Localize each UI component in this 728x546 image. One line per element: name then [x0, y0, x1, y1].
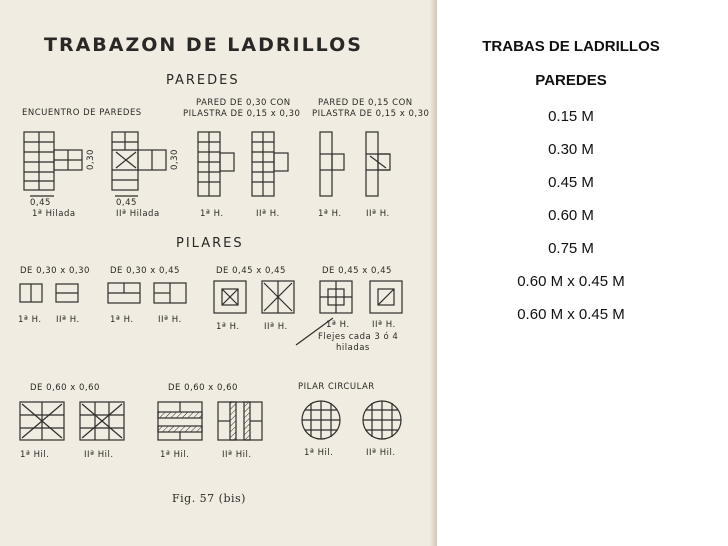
drawing-encuentro-2: [112, 132, 166, 196]
flejes-line1: Flejes cada 3 ó 4: [318, 332, 399, 342]
legend-item-6: 0.60 M x 0.45 M: [517, 306, 625, 323]
dim-030-a: 0,30: [86, 149, 96, 170]
dim-045-a: 0,45: [30, 198, 51, 208]
pil-030x045-h2: IIª H.: [158, 315, 182, 325]
dim-045-b: 0,45: [116, 198, 137, 208]
legend-title: TRABAS DE LADRILLOS: [482, 38, 660, 55]
pared030-line1: PARED DE 0,30 CON: [196, 98, 291, 108]
hilada-1: 1ª Hilada: [32, 209, 76, 219]
drawing-pilastra-015: [320, 132, 344, 196]
pilares-heading: PILARES: [176, 236, 244, 251]
pil-060x060a-hil1: 1ª Hil.: [20, 450, 50, 460]
pared015-h1: 1ª H.: [318, 209, 342, 219]
paredes-heading: PAREDES: [166, 73, 240, 88]
legend-item-1: 0.30 M: [548, 141, 594, 158]
drawing-pilastra-030-b: [252, 132, 288, 196]
legend-item-2: 0.45 M: [548, 174, 594, 191]
pil-045x045a-h2: IIª H.: [264, 322, 288, 332]
figure-title: TRABAZON DE LADRILLOS: [44, 34, 363, 56]
drawing-pilar-045x045b: [320, 281, 402, 313]
legend-item-4: 0.75 M: [548, 240, 594, 257]
pil-030x045-h1: 1ª H.: [110, 315, 134, 325]
drawing-pilar-circular: [302, 401, 401, 439]
pil-060x060a-label: DE 0,60 x 0,60: [30, 383, 100, 393]
legend-item-5: 0.60 M x 0.45 M: [517, 273, 625, 290]
pil-030x045-label: DE 0,30 x 0,45: [110, 266, 180, 276]
pared015-line1: PARED DE 0,15 CON: [318, 98, 413, 108]
pared030-line2: PILASTRA DE 0,15 x 0,30: [183, 109, 301, 119]
pil-060x060b-hil1: 1ª Hil.: [160, 450, 190, 460]
pil-045x045a-label: DE 0,45 x 0,45: [216, 266, 286, 276]
pilar-circular-hil2: IIª Hil.: [366, 448, 396, 458]
legend-panel: [437, 0, 728, 546]
pil-060x060a-hil2: IIª Hil.: [84, 450, 114, 460]
drawing-pilar-030x045: [108, 283, 186, 303]
flejes-line2: hiladas: [336, 343, 370, 353]
encuentro-label: ENCUENTRO DE PAREDES: [22, 108, 142, 118]
pil-030x030-label: DE 0,30 x 0,30: [20, 266, 90, 276]
pil-045x045b-h1: 1ª H.: [326, 320, 350, 330]
drawing-pilastra-015-b: [366, 132, 390, 196]
pil-030x030-h2: IIª H.: [56, 315, 80, 325]
pil-060x060b-hil2: IIª Hil.: [222, 450, 252, 460]
hilada-2: IIª Hilada: [116, 209, 160, 219]
pil-030x030-h1: 1ª H.: [18, 315, 42, 325]
pil-060x060b-label: DE 0,60 x 0,60: [168, 383, 238, 393]
drawing-pilastra-030: [198, 132, 234, 196]
legend-subtitle: PAREDES: [535, 72, 607, 89]
pil-045x045b-label: DE 0,45 x 0,45: [322, 266, 392, 276]
legend-item-0: 0.15 M: [548, 108, 594, 125]
pared030-h2: IIª H.: [256, 209, 280, 219]
drawing-pilar-060x060b: [158, 402, 262, 440]
pil-045x045b-h2: IIª H.: [372, 320, 396, 330]
pared030-h1: 1ª H.: [200, 209, 224, 219]
drawing-pilar-030x030: [20, 284, 78, 302]
drawing-pilar-045x045a: [214, 281, 294, 313]
legend-item-3: 0.60 M: [548, 207, 594, 224]
figure-caption: Fig. 57 (bis): [172, 492, 246, 505]
dim-030-b: 0,30: [170, 149, 180, 170]
pilar-circular-label: PILAR CIRCULAR: [298, 382, 375, 392]
drawing-encuentro-1: [24, 132, 82, 196]
pared015-line2: PILASTRA DE 0,15 x 0,30: [312, 109, 430, 119]
drawing-pilar-060x060a: [20, 402, 124, 440]
pil-045x045a-h1: 1ª H.: [216, 322, 240, 332]
pared015-h2: IIª H.: [366, 209, 390, 219]
pilar-circular-hil1: 1ª Hil.: [304, 448, 334, 458]
